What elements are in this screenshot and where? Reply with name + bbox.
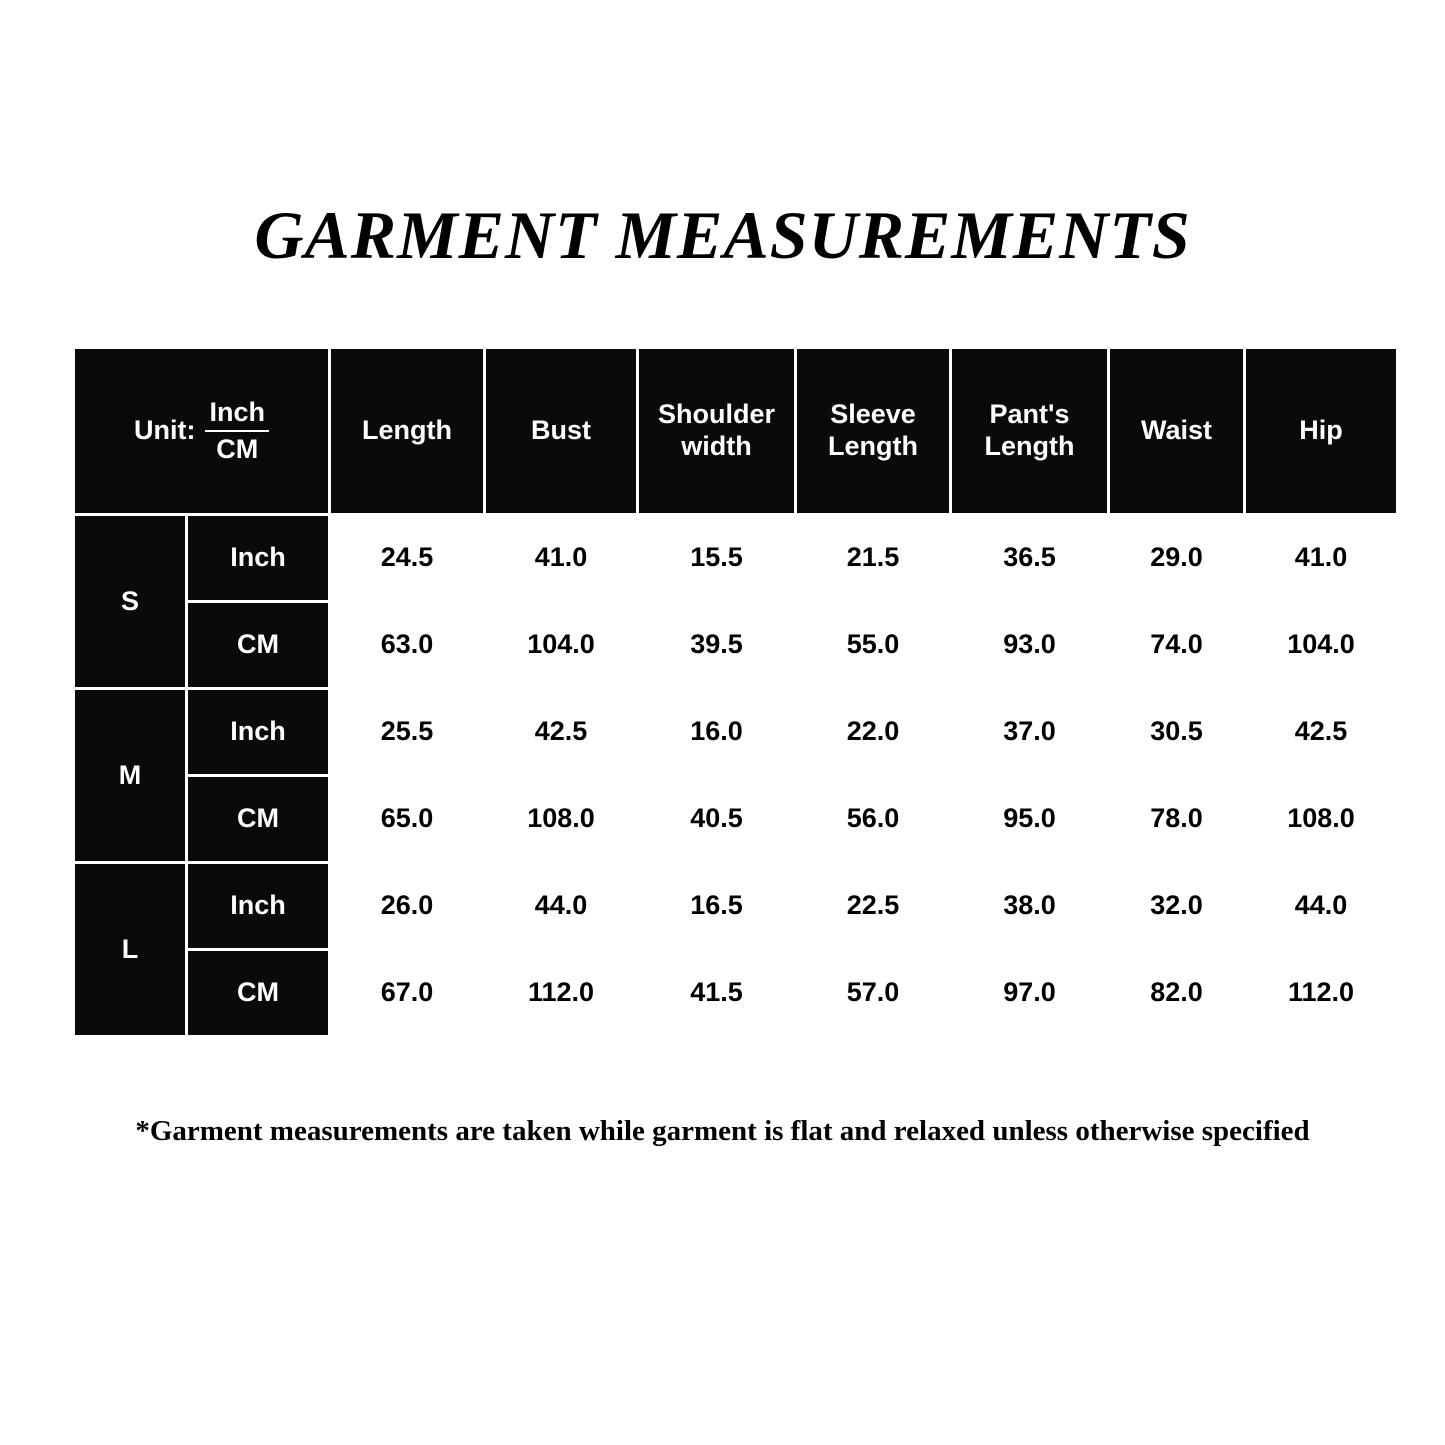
unit-fraction xyxy=(205,398,269,464)
footnote-text: *Garment measurements are taken while garment is flat and relaxed unless otherwise specified xyxy=(135,1115,1310,1147)
unit-cell-m-inch: Inch xyxy=(188,690,328,774)
cell-s-inch-hip: 41.0 xyxy=(1246,516,1396,600)
size-label-m: M xyxy=(75,690,185,861)
cell-m-cm-hip: 108.0 xyxy=(1246,777,1396,861)
size-label-s: S xyxy=(75,516,185,687)
column-header-bust: Bust xyxy=(486,349,636,513)
column-header-sleeve-length: Sleeve Length xyxy=(797,349,949,513)
size-label-l: L xyxy=(75,864,185,1035)
cell-m-cm-length: 65.0 xyxy=(331,777,483,861)
cell-l-inch-shoulder-width: 16.5 xyxy=(639,864,794,948)
cell-l-cm-hip: 112.0 xyxy=(1246,951,1396,1035)
unit-cell-l-cm: CM xyxy=(188,951,328,1035)
cell-m-inch-hip: 42.5 xyxy=(1246,690,1396,774)
cell-s-cm-pants-length: 93.0 xyxy=(952,603,1107,687)
cell-m-cm-pants-length: 95.0 xyxy=(952,777,1107,861)
table-row xyxy=(75,603,1396,687)
column-header-hip: Hip xyxy=(1246,349,1396,513)
cell-l-cm-length: 67.0 xyxy=(331,951,483,1035)
table-header-row xyxy=(75,349,1396,513)
unit-cell-s-inch: Inch xyxy=(188,516,328,600)
cell-l-inch-pants-length: 38.0 xyxy=(952,864,1107,948)
unit-inch-label: Inch xyxy=(205,398,269,432)
cell-m-inch-bust: 42.5 xyxy=(486,690,636,774)
cell-s-cm-shoulder-width: 39.5 xyxy=(639,603,794,687)
unit-label: Unit: xyxy=(134,415,196,446)
unit-cell-s-cm: CM xyxy=(188,603,328,687)
table-row xyxy=(75,516,1396,600)
cell-s-cm-hip: 104.0 xyxy=(1246,603,1396,687)
table-row xyxy=(75,951,1396,1035)
column-header-length: Length xyxy=(331,349,483,513)
cell-s-inch-shoulder-width: 15.5 xyxy=(639,516,794,600)
column-header-waist: Waist xyxy=(1110,349,1243,513)
measurements-table-wrapper xyxy=(72,346,1376,1038)
cell-l-inch-length: 26.0 xyxy=(331,864,483,948)
cell-m-inch-pants-length: 37.0 xyxy=(952,690,1107,774)
cell-m-inch-length: 25.5 xyxy=(331,690,483,774)
cell-l-inch-bust: 44.0 xyxy=(486,864,636,948)
cell-s-inch-bust: 41.0 xyxy=(486,516,636,600)
cell-s-inch-pants-length: 36.5 xyxy=(952,516,1107,600)
unit-cell-m-cm: CM xyxy=(188,777,328,861)
cell-l-cm-sleeve-length: 57.0 xyxy=(797,951,949,1035)
column-header-pants-length: Pant's Length xyxy=(952,349,1107,513)
cell-l-cm-shoulder-width: 41.5 xyxy=(639,951,794,1035)
table-row xyxy=(75,864,1396,948)
cell-s-cm-sleeve-length: 55.0 xyxy=(797,603,949,687)
cell-l-inch-waist: 32.0 xyxy=(1110,864,1243,948)
cell-s-cm-bust: 104.0 xyxy=(486,603,636,687)
page-title: GARMENT MEASUREMENTS xyxy=(254,197,1191,273)
cell-l-cm-bust: 112.0 xyxy=(486,951,636,1035)
table-row xyxy=(75,777,1396,861)
cell-l-inch-hip: 44.0 xyxy=(1246,864,1396,948)
cell-s-inch-waist: 29.0 xyxy=(1110,516,1243,600)
cell-s-inch-sleeve-length: 21.5 xyxy=(797,516,949,600)
cell-m-inch-waist: 30.5 xyxy=(1110,690,1243,774)
unit-cell-l-inch: Inch xyxy=(188,864,328,948)
cell-m-cm-bust: 108.0 xyxy=(486,777,636,861)
unit-cm-label: CM xyxy=(216,433,259,464)
cell-m-inch-shoulder-width: 16.0 xyxy=(639,690,794,774)
cell-l-inch-sleeve-length: 22.5 xyxy=(797,864,949,948)
measurements-table xyxy=(72,346,1399,1038)
unit-header-cell xyxy=(75,349,328,513)
cell-l-cm-pants-length: 97.0 xyxy=(952,951,1107,1035)
cell-m-cm-sleeve-length: 56.0 xyxy=(797,777,949,861)
cell-m-cm-waist: 78.0 xyxy=(1110,777,1243,861)
cell-s-inch-length: 24.5 xyxy=(331,516,483,600)
table-row xyxy=(75,690,1396,774)
cell-l-cm-waist: 82.0 xyxy=(1110,951,1243,1035)
column-header-shoulder-width: Shoulder width xyxy=(639,349,794,513)
cell-m-inch-sleeve-length: 22.0 xyxy=(797,690,949,774)
cell-s-cm-waist: 74.0 xyxy=(1110,603,1243,687)
cell-m-cm-shoulder-width: 40.5 xyxy=(639,777,794,861)
cell-s-cm-length: 63.0 xyxy=(331,603,483,687)
